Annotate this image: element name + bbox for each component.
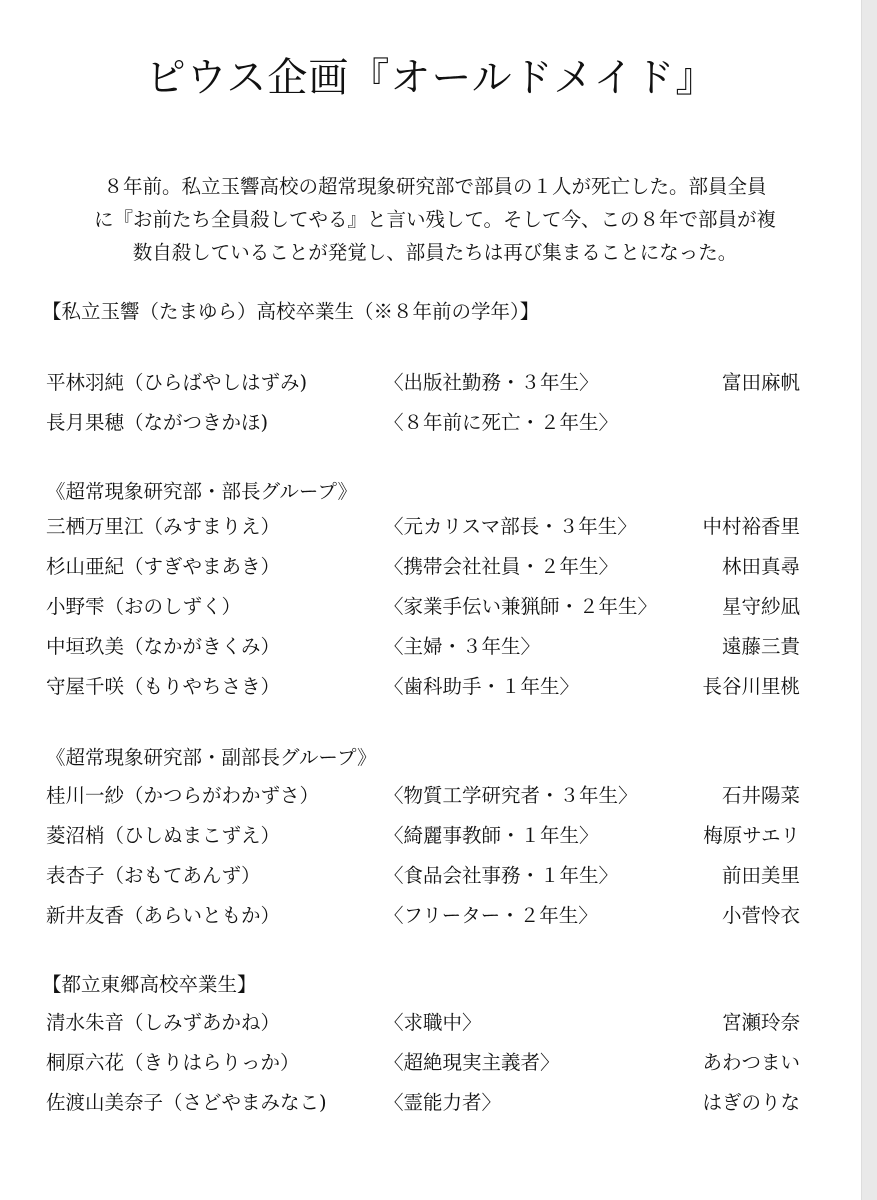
- character-name: 中垣玖美（なかがきくみ）: [46, 635, 281, 658]
- character-role: 〈元カリスマ部長・３年生〉: [384, 515, 637, 538]
- cast-row: [0, 632, 862, 672]
- character-name: 杉山亜紀（すぎやまあき）: [46, 555, 281, 578]
- cast-list-vice-group: [0, 781, 862, 941]
- page-edge: [861, 0, 877, 1200]
- cast-list-togo: [0, 1008, 862, 1128]
- character-name: 平林羽純（ひらばやしはずみ): [46, 371, 308, 394]
- cast-row: [0, 781, 862, 821]
- character-name: 小野雫（おのしずく）: [46, 595, 242, 618]
- character-role: 〈食品会社事務・１年生〉: [384, 864, 619, 887]
- cast-row: [0, 368, 862, 408]
- actor-name: 長谷川里桃: [702, 675, 800, 698]
- actor-name: 小菅怜衣: [721, 904, 800, 927]
- character-name: 表杏子（おもてあんず）: [46, 864, 261, 887]
- actor-name: 中村裕香里: [702, 515, 800, 538]
- character-name: 佐渡山美奈子（さどやまみなこ): [46, 1091, 327, 1114]
- cast-row: [0, 1008, 862, 1048]
- character-role: 〈霊能力者〉: [384, 1091, 502, 1114]
- character-name: 新井友香（あらいともか）: [46, 904, 281, 927]
- character-role: 〈綺麗事教師・１年生〉: [384, 824, 599, 847]
- intro-line-3: 数自殺していることが発覚し、部員たちは再び集まることになった。: [132, 241, 738, 264]
- cast-row: [0, 901, 862, 941]
- actor-name: あわつまい: [702, 1051, 800, 1074]
- intro-line-1: ８年前。私立玉響高校の超常現象研究部で部員の１人が死亡した。部員全員: [103, 175, 767, 198]
- character-name: 桐原六花（きりはらりっか）: [46, 1051, 300, 1074]
- character-role: 〈８年前に死亡・２年生〉: [384, 411, 619, 434]
- cast-list-tamayura: [0, 368, 862, 448]
- character-name: 守屋千咲（もりやちさき）: [46, 675, 281, 698]
- cast-row: [0, 552, 862, 592]
- character-name: 長月果穂（ながつきかほ): [46, 411, 269, 434]
- actor-name: 石井陽菜: [721, 784, 800, 807]
- character-name: 清水朱音（しみずあかね）: [46, 1011, 281, 1034]
- cast-row: [0, 821, 862, 861]
- character-role: 〈出版社勤務・３年生〉: [384, 371, 599, 394]
- character-role: 〈求職中〉: [384, 1011, 482, 1034]
- character-role: 〈超絶現実主義者〉: [384, 1051, 560, 1074]
- cast-row: [0, 512, 862, 552]
- cast-row: [0, 861, 862, 901]
- actor-name: 宮瀬玲奈: [721, 1011, 800, 1034]
- cast-row: [0, 672, 862, 712]
- character-name: 三栖万里江（みすまりえ）: [46, 515, 281, 538]
- actor-name: 遠藤三貴: [721, 635, 800, 658]
- character-role: 〈携帯会社社員・２年生〉: [384, 555, 619, 578]
- group-heading-leader: 《超常現象研究部・部長グループ》: [46, 480, 358, 503]
- character-role: 〈フリーター・２年生〉: [384, 904, 598, 927]
- character-role: 〈歯科助手・１年生〉: [384, 675, 580, 698]
- actor-name: 前田美里: [721, 864, 800, 887]
- page-title: ピウス企画『オールドメイド』: [145, 55, 717, 101]
- cast-list-leader-group: [0, 512, 862, 712]
- section-header-tamayura: 【私立玉響（たまゆら）高校卒業生（※８年前の学年）】: [42, 300, 540, 323]
- character-role: 〈物質工学研究者・３年生〉: [384, 784, 638, 807]
- actor-name: 林田真尋: [721, 555, 800, 578]
- cast-row: [0, 1048, 862, 1088]
- character-role: 〈主婦・３年生〉: [384, 635, 541, 658]
- group-heading-vice: 《超常現象研究部・副部長グループ》: [46, 746, 377, 769]
- character-name: 菱沼梢（ひしぬまこずえ）: [46, 824, 281, 847]
- actor-name: 梅原サエリ: [703, 824, 800, 847]
- actor-name: はぎのりな: [702, 1091, 800, 1114]
- intro-paragraph: [40, 170, 830, 269]
- intro-line-2: に『お前たち全員殺してやる』と言い残して。そして今、この８年で部員が複: [93, 208, 777, 231]
- cast-row: [0, 592, 862, 632]
- character-role: 〈家業手伝い兼猟師・２年生〉: [384, 595, 658, 618]
- cast-row: [0, 408, 862, 448]
- character-name: 桂川一紗（かつらがわかずさ）: [46, 784, 320, 807]
- actor-name: 富田麻帆: [721, 371, 800, 394]
- section-header-togo: 【都立東郷高校卒業生】: [42, 973, 257, 996]
- cast-row: [0, 1088, 862, 1128]
- actor-name: 星守紗凪: [721, 595, 800, 618]
